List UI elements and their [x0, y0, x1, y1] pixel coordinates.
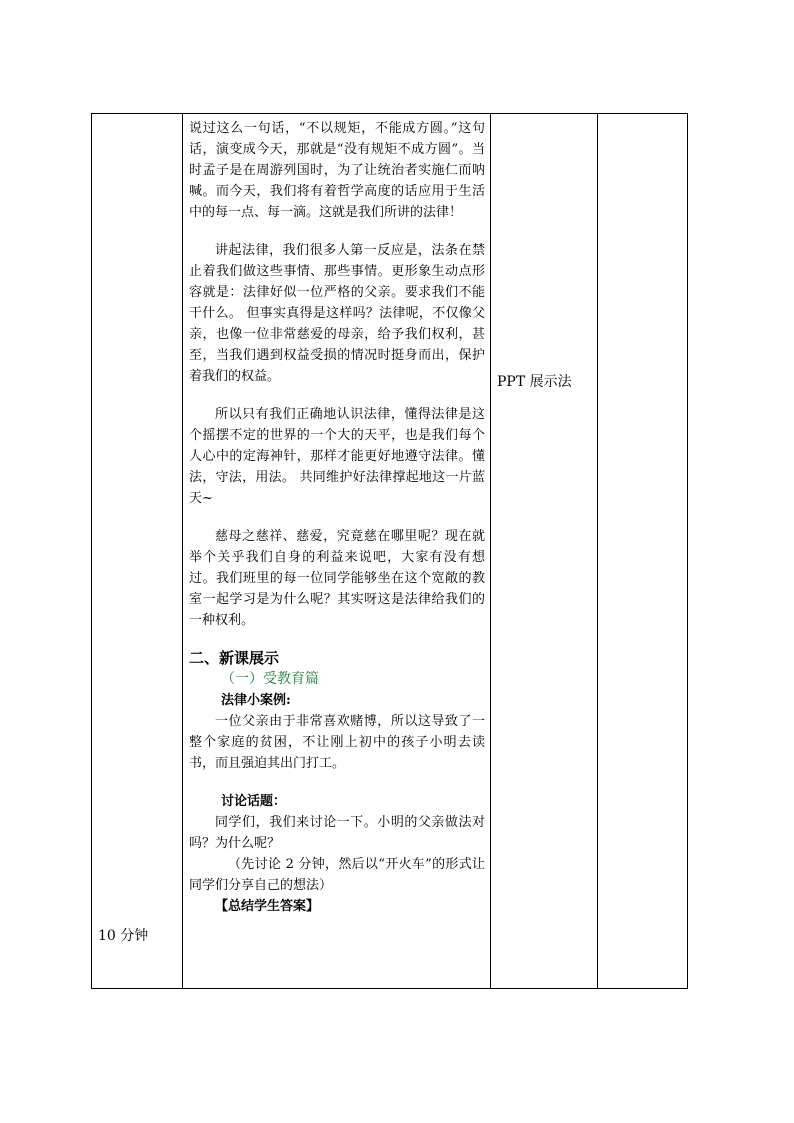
- case-label: 法律小案例:: [221, 693, 291, 708]
- section-title: 二、新课展示: [189, 649, 280, 667]
- content-cell: [183, 114, 491, 989]
- lesson-plan-table: [91, 113, 688, 989]
- lesson-content: [183, 114, 490, 917]
- method-cell: [491, 114, 598, 989]
- case-text: 一位父亲由于非常喜欢赌博，所以这导致了一整个家庭的贫困，不让刚上初中的孩子小明去读书，而且强迫其出门打工。: [189, 714, 485, 771]
- time-allocation: 10 分钟: [98, 928, 149, 944]
- paragraph-1: 说过这么一句话，“不以规矩，不能成方圆。”这句话，演变成今天，那就是“没有规矩不成方圆”。当时孟子是在周游列国时，为了让统治者实施仁而呐喊。而今天，我们将有着哲学高度的话应用于生活中的每一点、每一滴。这就是我们所讲的法律！: [189, 121, 485, 220]
- time-cell: [92, 114, 183, 989]
- paragraph-2: 讲起法律，我们很多人第一反应是，法条在禁止着我们做这些事情、那些事情。更形象生动点形容就是：法律好似一位严格的父亲。要求我们不能干什么。 但事实真得是这样吗？法律呢，不仅像父亲，也像一位非常慈爱的母亲，给予我们权利，甚至，当我们遇到权益受损的情况时挺身而出，保护着我们的权益。: [189, 243, 485, 384]
- notes-cell: [598, 114, 688, 989]
- table-row: [92, 114, 688, 989]
- discussion-text: 同学们，我们来讨论一下。小明的父亲做法对吗？为什么呢？: [189, 815, 485, 851]
- paragraph-4: 慈母之慈祥、慈爱，究竟慈在哪里呢？现在就举个关乎我们自身的利益来说吧，大家有没有想过。我们班里的每一位同学能够坐在这个宽敞的教室一起学习是为什么呢？其实呀这是法律给我们的一种权利。: [189, 529, 485, 628]
- discussion-note: （先讨论 2 分钟，然后以“开火车”的形式让同学们分享自己的想法）: [189, 857, 485, 893]
- subsection-title: （一）受教育篇: [221, 671, 319, 687]
- paragraph-3: 所以只有我们正确地认识法律，懂得法律是这个摇摆不定的世界的一个大的天平，也是我们每个人心中的定海神针，那样才能更好地遵守法律。懂法，守法，用法。 共同维护好法律撑起地这一片蓝天~: [189, 407, 485, 506]
- teaching-method: PPT 展示法: [497, 374, 572, 390]
- discussion-label: 讨论话题：: [221, 794, 287, 809]
- summary-label: 【总结学生答案】: [215, 899, 320, 914]
